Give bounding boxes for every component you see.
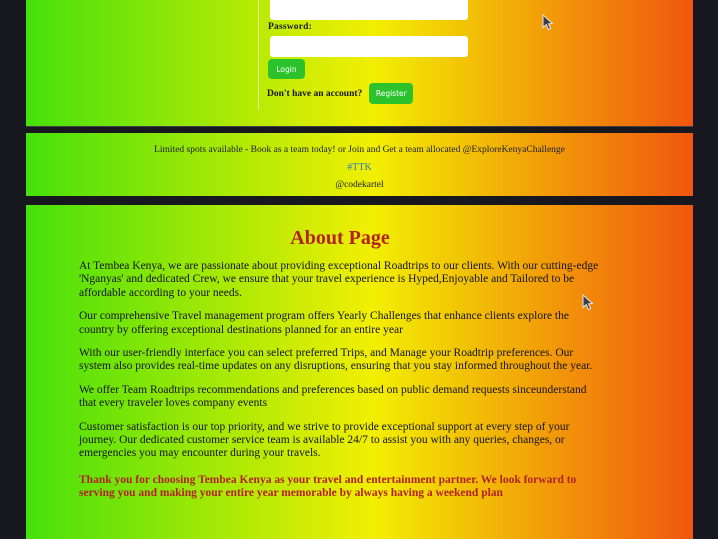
about-paragraph: With our user-friendly interface you can select preferred Trips, and Manage your Roadtrip preferences. Our system also provides real-time updates on any disruptions, ensuring that you stay informed throughout the year. bbox=[79, 347, 593, 373]
hashtag-link[interactable]: #TTK bbox=[347, 162, 372, 174]
about-paragraph: At Tembea Kenya, we are passionate about providing exceptional Roadtrips to our clients. With our cutting-edge 'Nganyas' and dedicated Crew, we ensure that your travel experience is Hyped,Enjoyable and Tailored to be affordable according to your needs. bbox=[79, 260, 599, 299]
register-row bbox=[267, 83, 413, 104]
about-paragraph: Our comprehensive Travel management program offers Yearly Challenges that enhance clients explore the country by offering exceptional destinations planned for an entire year bbox=[79, 310, 569, 336]
announcement-section bbox=[26, 133, 693, 196]
social-handle: @codekartel bbox=[335, 180, 384, 191]
form-left-divider bbox=[258, 0, 259, 110]
mouse-cursor-icon bbox=[542, 14, 553, 31]
password-input[interactable] bbox=[270, 36, 468, 57]
register-prompt: Don't have an account? bbox=[267, 88, 363, 99]
username-input[interactable] bbox=[270, 0, 468, 20]
announcement-text: Limited spots available - Book as a team today! or Join and Get a team allocated @ExploreKenyaChallenge bbox=[154, 145, 565, 155]
login-button[interactable]: Login bbox=[268, 59, 305, 79]
about-paragraph: We offer Team Roadtrips recommendations and preferences based on public demand requests sinceunderstand that every traveler loves company events bbox=[79, 383, 587, 410]
page-title: About Page bbox=[290, 227, 390, 249]
password-label: Password: bbox=[268, 22, 313, 32]
login-section bbox=[26, 0, 693, 127]
about-paragraph: Customer satisfaction is our top priority, and we strive to provide exceptional support at every step of your journey. Our dedicated customer service team is available 24/7 to assist you with any queries, changes, or emergencies you may encounter during your travels. bbox=[79, 420, 570, 460]
about-content bbox=[26, 228, 693, 501]
register-button[interactable]: Register bbox=[369, 83, 413, 104]
about-section bbox=[26, 205, 693, 539]
about-closing-paragraph: Thank you for choosing Tembea Kenya as your travel and entertainment partner. We look forward to serving you and making your entire year memorable by always having a weekend plan bbox=[79, 473, 577, 500]
